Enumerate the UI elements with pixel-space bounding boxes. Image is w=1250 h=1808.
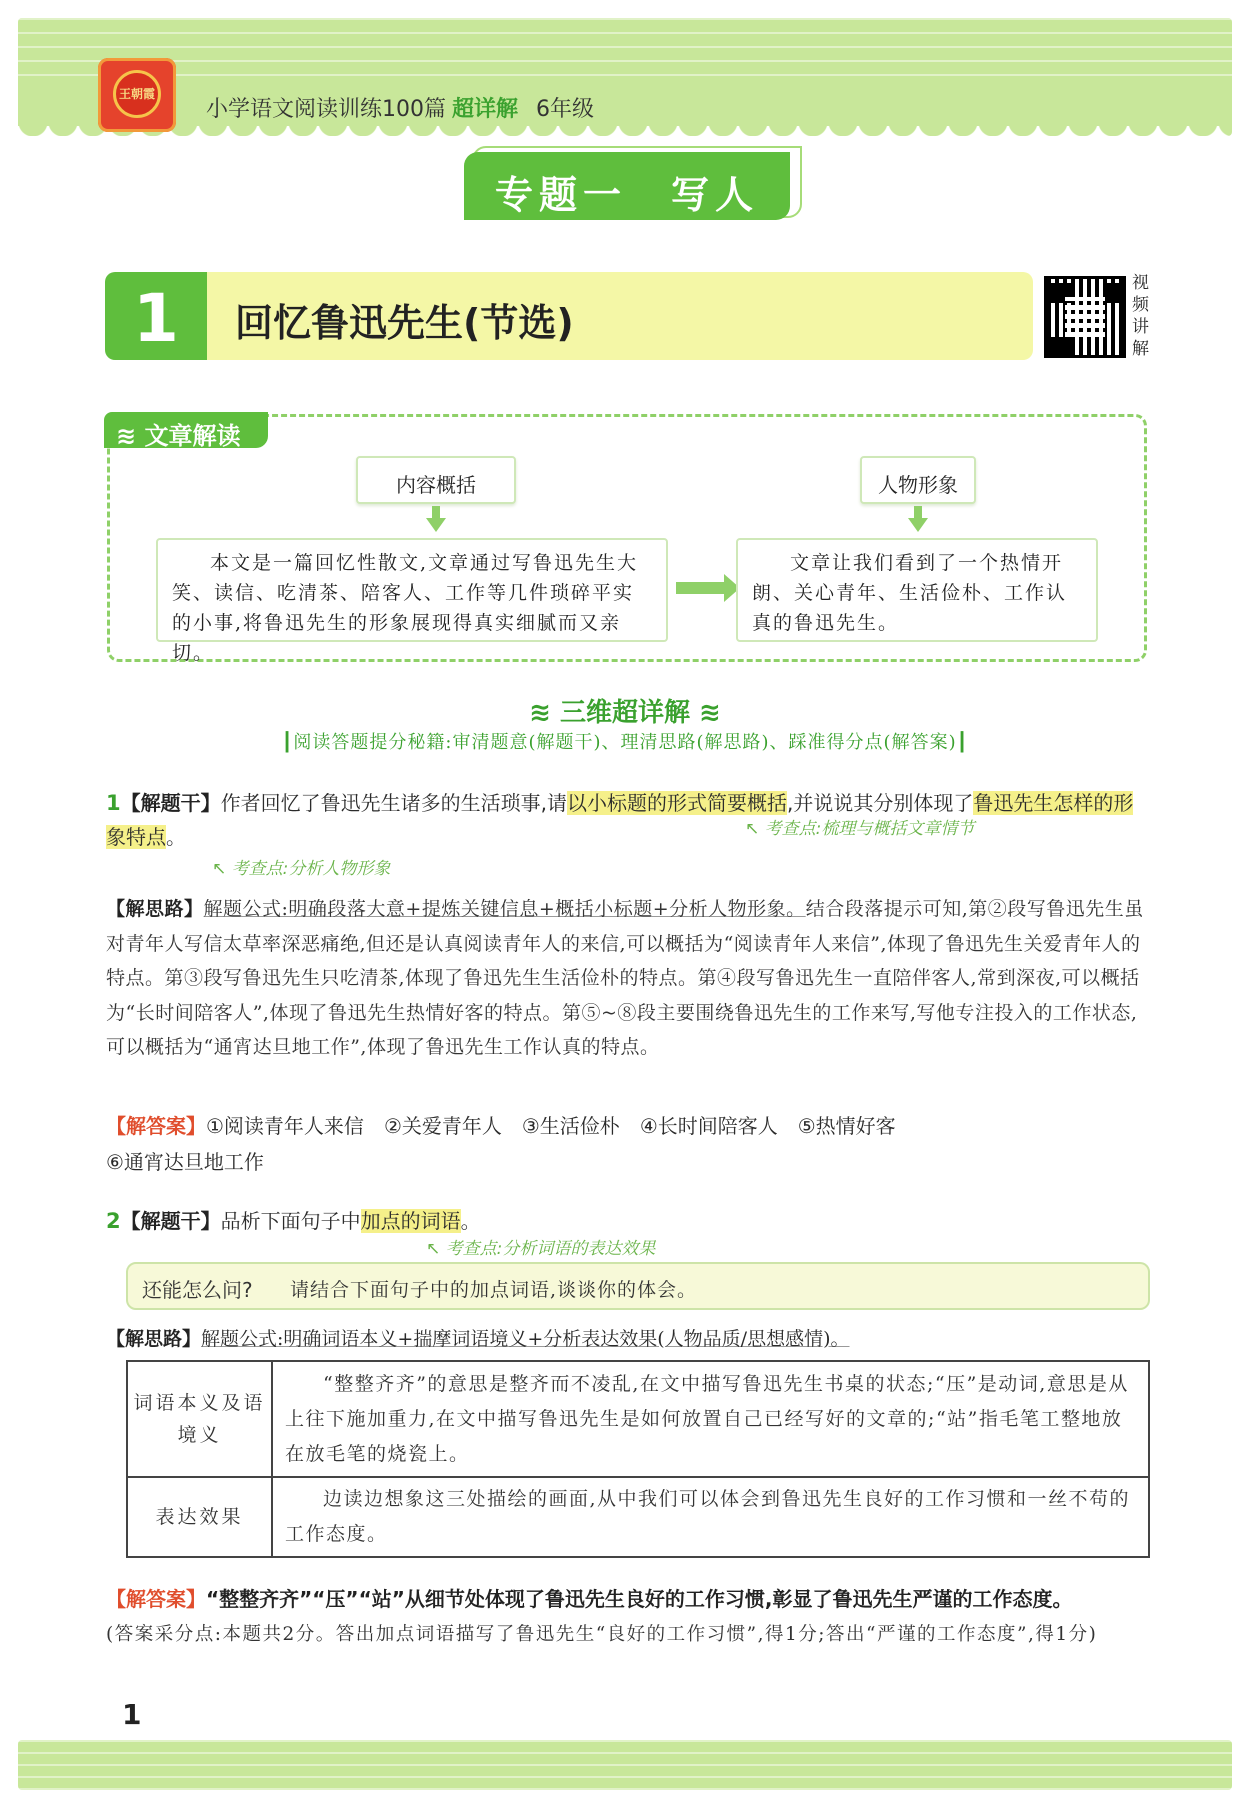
lesson-title: 回忆鲁迅先生(节选) xyxy=(235,301,574,345)
explain-subtitle: ┃阅读答题提分秘籍:审清题意(解题干)、理清思路(解思路)、踩准得分点(解答案)┃ xyxy=(281,732,969,753)
q2-stem: 2【解题干】品析下面句子中加点的词语。 xyxy=(106,1209,481,1233)
q1-answer: 【解答案】①阅读青年人来信 ②关爱青年人 ③生活俭朴 ④长时间陪客人 ⑤热情好客 ⑥通宵达旦地工作 xyxy=(106,1114,896,1174)
q2-answer: 【解答案】“整整齐齐”“压”“站”从细节处体现了鲁迅先生良好的工作习惯,彰显了鲁迅先生严谨的工作态度。 xyxy=(106,1587,1073,1611)
table-head: 表达效果 xyxy=(127,1477,272,1557)
book-highlight: 超详解 xyxy=(452,97,519,122)
table-row xyxy=(127,1477,1149,1557)
q1-stem-label: 【解题干】 xyxy=(120,791,221,815)
down-arrow-icon xyxy=(426,518,446,532)
header-band xyxy=(18,18,1232,136)
table-head: 词语本义及语境义 xyxy=(127,1361,272,1477)
video-label[interactable]: 视频讲解 xyxy=(1132,273,1149,359)
q2-thinking: 【解思路】解题公式:明确词语本义+揣摩词语境义+分析表达效果(人物品质/思想感情)。 xyxy=(106,1328,850,1350)
publisher-logo: 王朝霞 xyxy=(98,58,176,132)
table-cell: 边读边想象这三处描绘的画面,从中我们可以体会到鲁迅先生良好的工作习惯和一丝不苟的工作态度。 xyxy=(272,1477,1149,1557)
book-title: 小学语文阅读训练100篇 xyxy=(206,97,446,122)
ask-label: 还能怎么问? xyxy=(142,1278,253,1302)
q1-note-character: ↖ 考查点:分析人物形象 xyxy=(212,854,390,879)
q1-stem: 1【解题干】作者回忆了鲁迅先生诸多的生活琐事,请以小标题的形式简要概括,并说说其分别体现了鲁迅先生怎样的形象特点。 xyxy=(106,791,1134,849)
analysis-table xyxy=(126,1360,1150,1558)
table-row xyxy=(127,1361,1149,1477)
topic-title: 专题一 写人 xyxy=(494,173,759,217)
down-arrow-icon xyxy=(908,518,928,532)
q1-thinking: 【解思路】解题公式:明确段落大意+提炼关键信息+概括小标题+分析人物形象。结合段落提示可知,第②段写鲁迅先生虽对青年人写信太草率深恶痛绝,但还是认真阅读青年人的来信,可以概括为“阅读青年人来信”,体现了鲁迅先生关爱青年人的特点。第③段写鲁迅先生只吃清茶,体现了鲁迅先生生活俭朴的特点。第④段写鲁迅先生一直陪伴客人,常到深夜,可以概括为“长时间陪客人”,体现了鲁迅先生热情好客的特点。第⑤~⑧段主要围绕鲁迅先生的工作来写,写他专注投入的工作状态,可以概括为“通宵达旦地工作”,体现了鲁迅先生工作认真的特点。 xyxy=(106,898,1144,1058)
book-header xyxy=(206,92,594,123)
content-summary-label: 内容概括 xyxy=(356,456,516,504)
book-grade: 6年级 xyxy=(536,97,595,122)
q2-number: 2 xyxy=(106,1209,121,1233)
q1-number: 1 xyxy=(106,791,121,815)
ask-text: 请结合下面句子中的加点词语,谈谈你的体会。 xyxy=(290,1279,698,1301)
explain-title: ≋ 三维超详解 ≋ xyxy=(529,698,721,728)
q2-scoring: (答案采分点:本题共2分。答出加点词语描写了鲁迅先生“良好的工作习惯”,得1分;答出“严谨的工作态度”,得1分) xyxy=(106,1624,1098,1645)
q2-note: ↖ 考查点:分析词语的表达效果 xyxy=(426,1234,655,1259)
character-image-label: 人物形象 xyxy=(860,456,976,504)
right-arrow-icon xyxy=(676,582,726,594)
q1-note-plot: ↖ 考查点:梳理与概括文章情节 xyxy=(745,814,974,839)
character-summary-text: 文章让我们看到了一个热情开朗、关心青年、生活俭朴、工作认真的鲁迅先生。 xyxy=(736,538,1098,642)
article-reading-tag: ≋ 文章解读 xyxy=(104,412,268,448)
page-number: 1 xyxy=(122,1698,142,1731)
lesson-number-badge: 1 xyxy=(105,272,207,360)
qr-code-icon[interactable] xyxy=(1044,276,1126,358)
footer-band xyxy=(18,1740,1232,1790)
table-cell: “整整齐齐”的意思是整齐而不凌乱,在文中描写鲁迅先生书桌的状态;“压”是动词,意思是从上往下施加重力,在文中描写鲁迅先生是如何放置自己已经写好的文章的;“站”指毛笔工整地放在放毛笔的烧瓷上。 xyxy=(272,1361,1149,1477)
topic-banner xyxy=(464,152,790,220)
lesson-title-bar xyxy=(207,272,1033,360)
content-summary-text: 本文是一篇回忆性散文,文章通过写鲁迅先生大笑、读信、吃清茶、陪客人、工作等几件琐碎平实的小事,将鲁迅先生的形象展现得真实细腻而又亲切。 xyxy=(156,538,668,642)
alternative-question-box xyxy=(126,1262,1150,1310)
